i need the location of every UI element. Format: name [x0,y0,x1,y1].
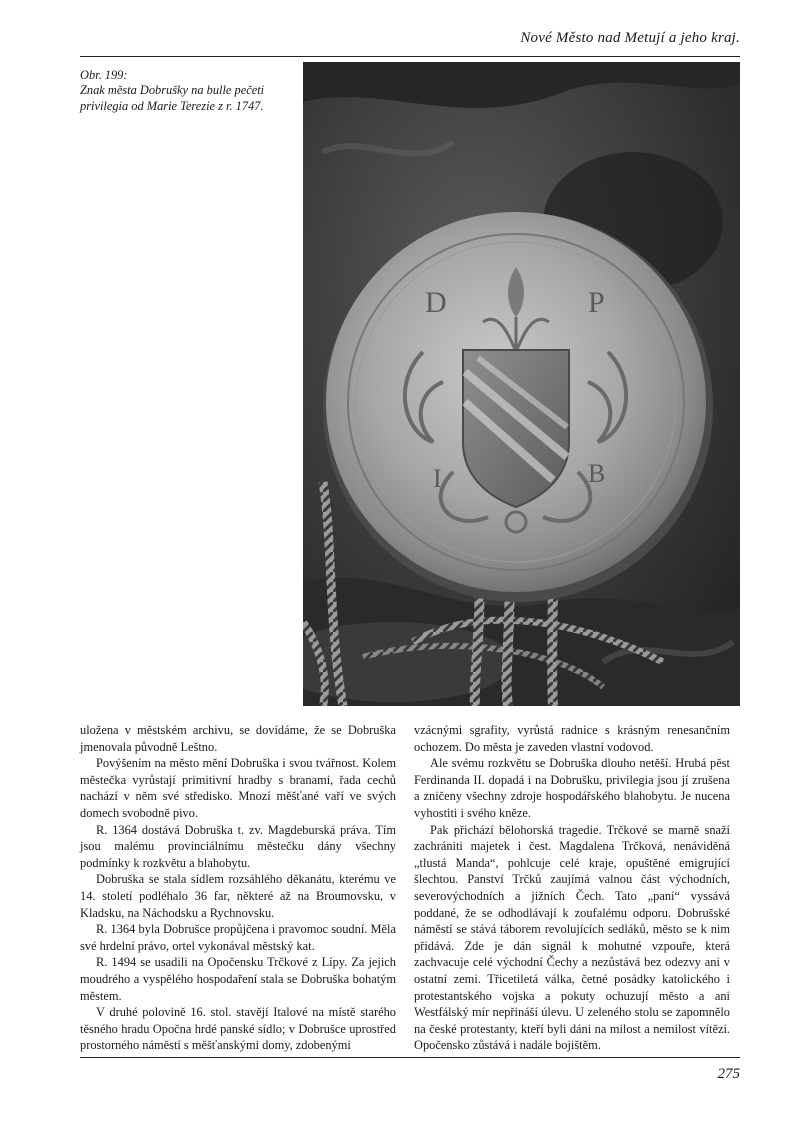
page-number: 275 [717,1066,740,1082]
footer-rule [80,1057,740,1058]
caption-line: privilegia od Marie Terezie z r. 1747. [80,98,264,113]
paragraph: vzácnými sgrafity, vyrůstá radnice s krásným renesančním ochozem. Do města je zaveden vlastní vodovod. [414,723,730,754]
caption-line: Znak města Dobrušky na bulle pečeti [80,83,265,98]
header-rule [80,56,740,57]
paragraph: uložena v městském archivu, se dovídáme, že se Dobruška jmenovala původně Leštno. [80,723,396,754]
paragraph: V druhé polovině 16. stol. stavějí Italové na místě starého těsného hradu Opočna hrdé panské sídlo; v Dobrušce uprostřed prostorného náměstí s měšťanskými domy, zdobenými [80,1005,396,1053]
seal-letter: B [588,459,606,488]
paragraph: R. 1364 dostává Dobruška t. zv. Magdeburská práva. Tím jsou malému provinciálnímu městečku dány všechny podmínky k rozkvětu a blahobytu. [80,822,396,870]
paragraph: Ale svému rozkvětu se Dobruška dlouho netěší. Hrubá pěst Ferdinanda II. dopadá i na Dobrušku, privilegia jsou jí zrušena a zničeny všechny zdroje hospodářského blahobytu. Je nucena vyhostiti i svého kněze. [414,756,730,820]
paragraph: Pak přichází bělohorská tragedie. Trčkové se marně snaží zachrániti majetek i čest. Magdalena Trčková, nenáviděná „tlustá Manda“, pohlcuje celé kraje, opuštěné emigrující šlechtou. Panství Trčků zaujímá valnou část východních, severovýchodních a jižních Čech. Tato „paní“ vyssává poddané, že se odhodlávají k zoufalému odporu. Dobrušské náměstí se stává táborem revolujících sedláků, město se k nim přidává. Zde je dán signál k mohutné vzpouře, která zachvacuje celé východní Čechy a nezůstává bez odezvy ani v ostatní zemi. Třicetiletá válka, četné posádky katolického i protestantského vojska a pokuty ochuzují město a ani Westfálský mír nepřináší úlevu. U zeleného stolu se zapomnělo na české protestanty, kteří byli dáni na milost a nemilost vítězi. Opočensko zůstává i nadále bojištěm. [414,822,730,1053]
running-title: Nové Město nad Metují a jeho kraj. [520,30,740,46]
caption-line: Obr. 199: [80,68,128,82]
paragraph: R. 1494 se usadili na Opočensku Trčkové z Lípy. Za jejich moudrého a vyspělého hospodaření stala se Dobruška bohatým městem. [80,955,396,1003]
text-column-right [414,722,730,1054]
seal-letter: P [588,286,605,319]
paragraph: Povýšením na město mění Dobruška i svou tvářnost. Kolem městečka vyrůstají primitivní hradby s branami, řada cechů nachází v něm své středisko. Mnozí měšťané vaří ve svých domech svobodně pivo. [80,756,396,820]
seal-letter: I [433,464,442,493]
seal-photograph [303,62,740,706]
paragraph: R. 1364 byla Dobrušce propůjčena i pravomoc soudní. Měla své hrdelní právo, ortel vykonával městský kat. [80,922,396,953]
figure-caption [80,68,290,114]
paragraph: Dobruška se stala sídlem rozsáhlého děkanátu, kterému ve 14. století podléhalo 36 far, některé až na Broumovsku, v Kladsku, na Náchodsku a Rychnovsku. [80,872,396,920]
text-column-left [80,722,396,1054]
seal-letter: D [425,286,447,319]
